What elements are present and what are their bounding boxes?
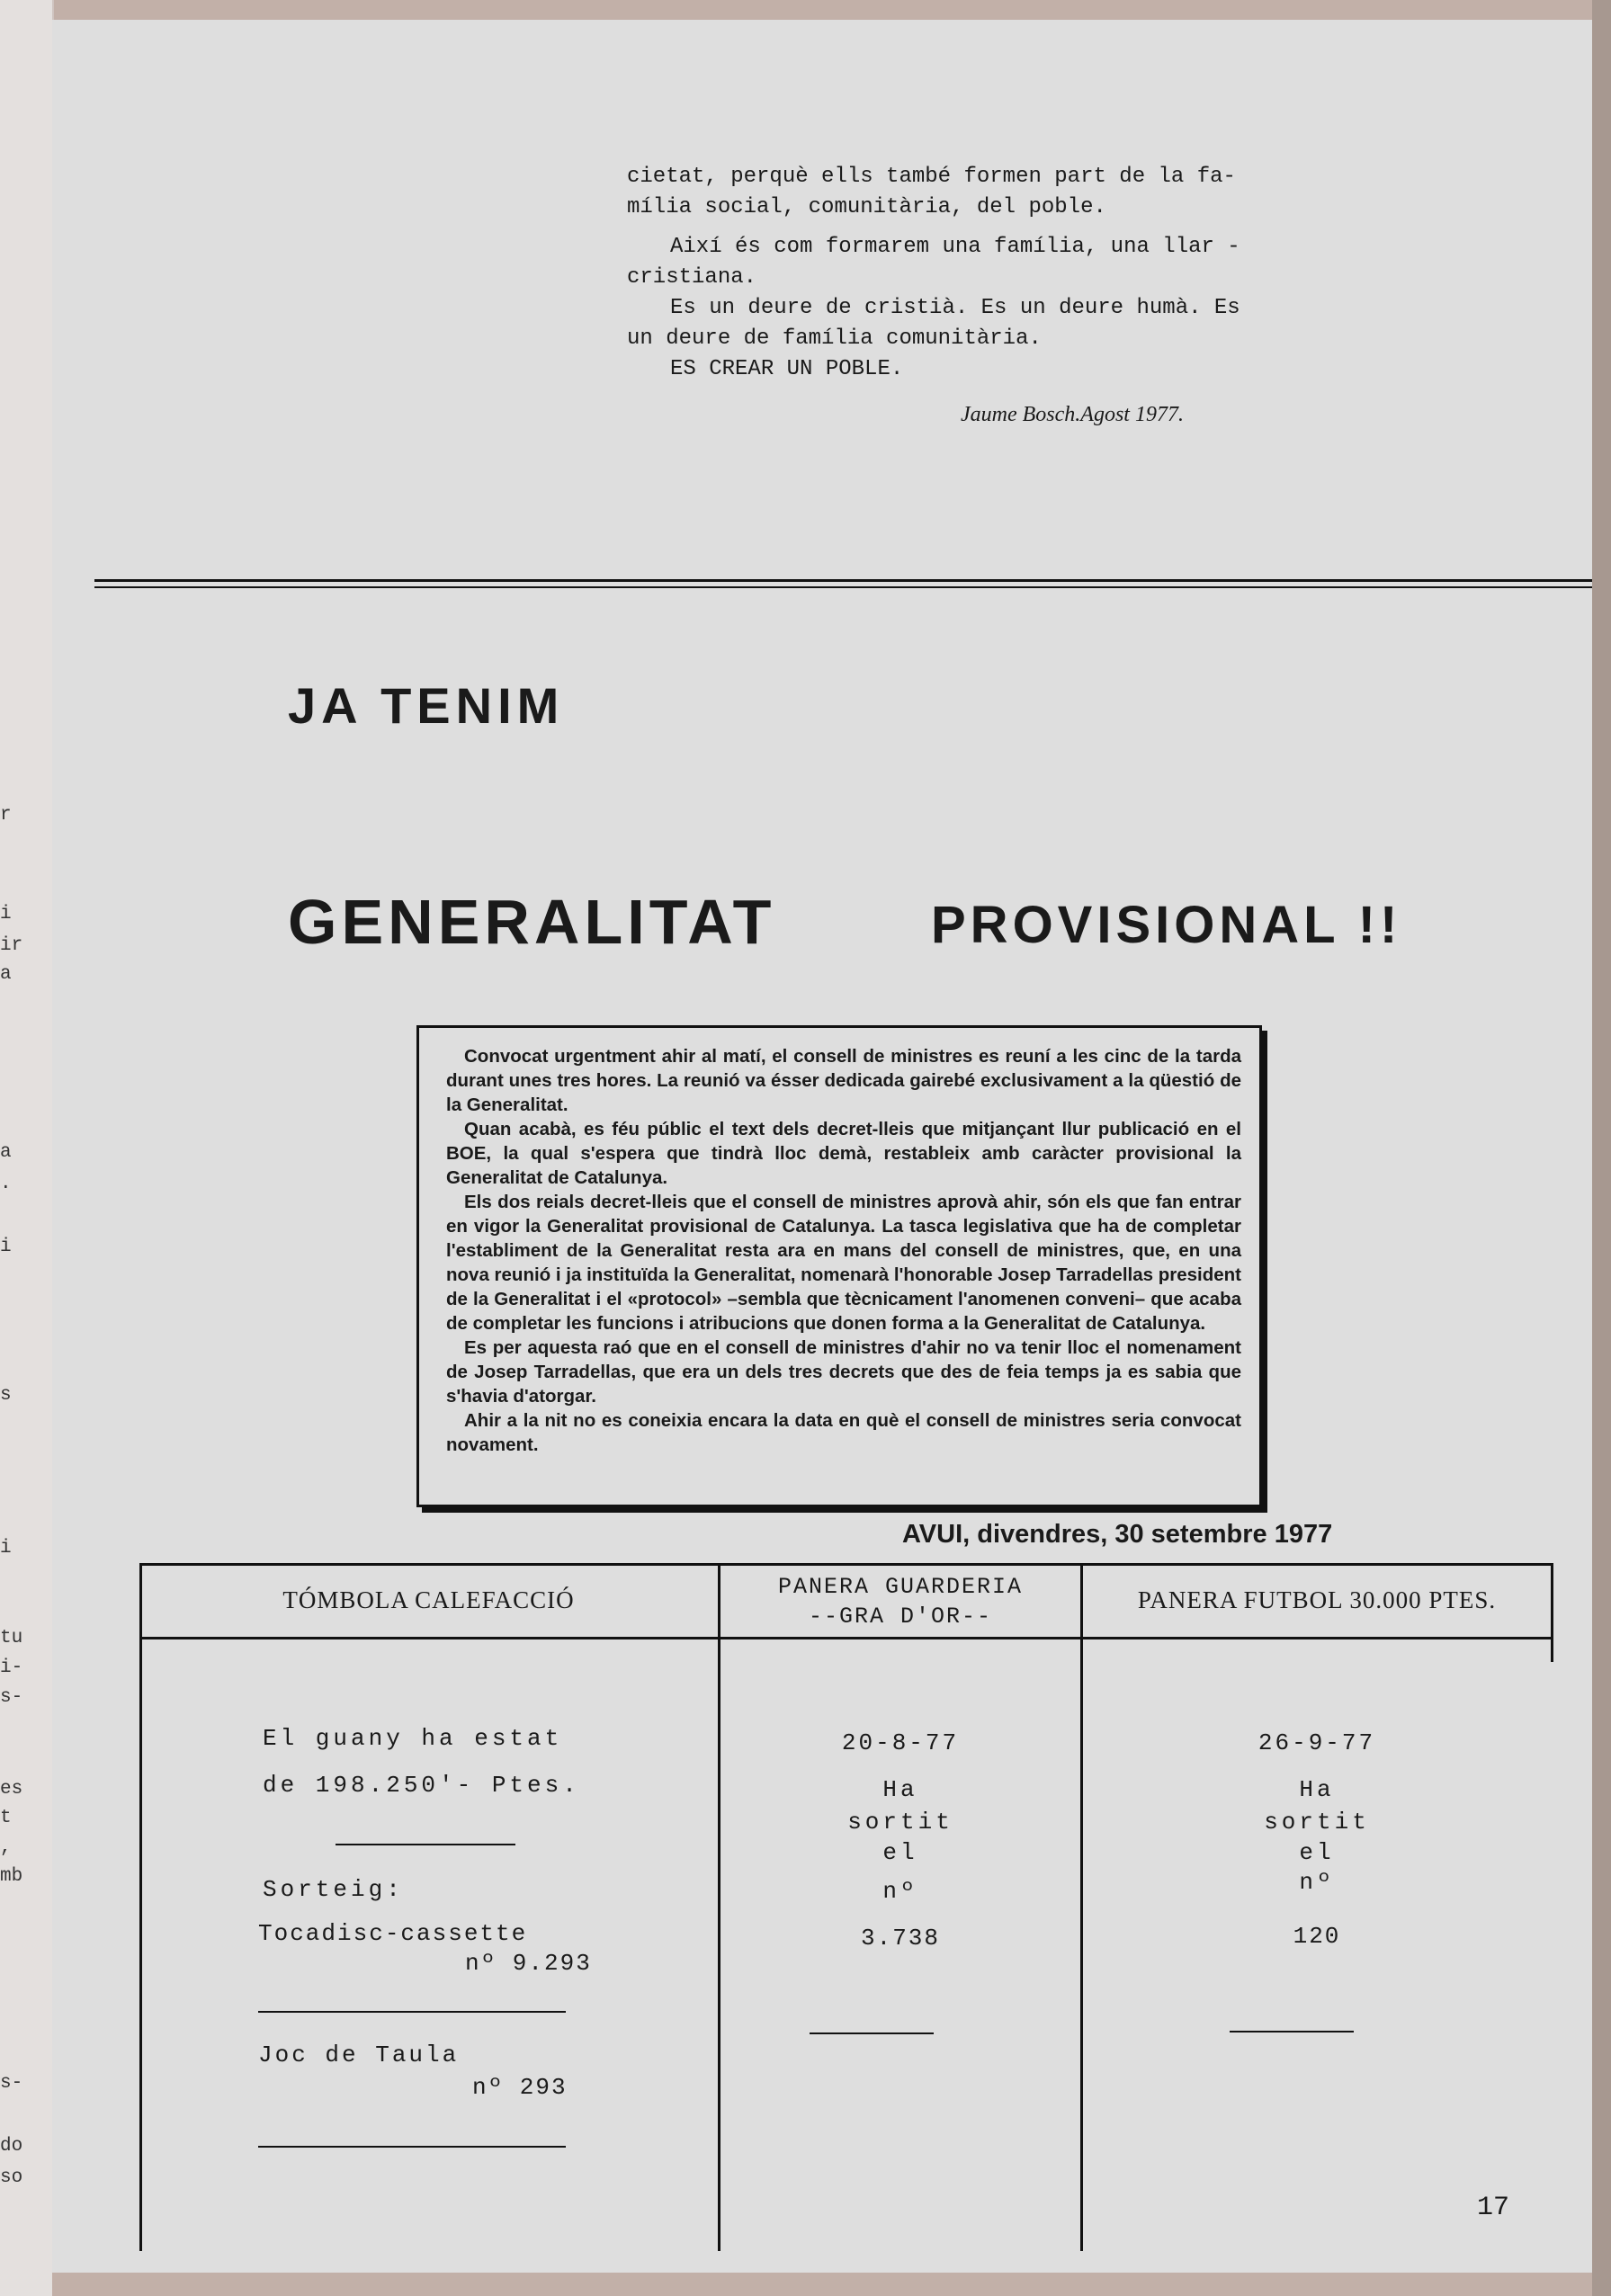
section-divider (94, 586, 1592, 588)
margin-fragment: a (0, 964, 12, 985)
sorteig-label: Sorteig: (263, 1876, 404, 1903)
page-right-edge (1592, 0, 1611, 2296)
margin-fragment: s (0, 1385, 12, 1406)
prize1-name: Tocadisc-cassette (258, 1920, 528, 1947)
table-left-border (139, 1563, 142, 2251)
col2-word: Ha (882, 1776, 918, 1803)
margin-fragment: s- (0, 1687, 23, 1708)
table-column-divider (718, 1563, 720, 2251)
news-paragraph: Els dos reials decret-lleis que el consell de ministres aprovà ahir, són els que fan entrar en vigor la Generalitat provisional de Catalunya. La tasca legislativa que ha de completar l'establiment de la Generalitat resta ara en mans del consell de ministres, que, en una nova reunió i ja instituïda la Generalitat, nomenarà l'honorable Josep Tarradellas president de la Generalitat i el «protocol» –sembla que tècnicament l'anomenen conveni– que acaba de completar les funcions i atribucions que donen forma a la Generalitat de Catalunya. (446, 1192, 1241, 1334)
col1-header: TÓMBOLA CALEFACCIÓ (282, 1586, 575, 1613)
intro-line: mília social, comunitària, del poble. (627, 195, 1106, 219)
col3-word: sortit (1264, 1809, 1370, 1836)
news-paragraph: Es per aquesta raó que en el consell de ministres d'ahir no va tenir lloc el nomenament de Josep Tarradellas, que era un dels tres decrets que des de feia temps ja es sabia que s'havia d'atorgar. (446, 1337, 1241, 1407)
news-dateline: AVUI, divendres, 30 setembre 1977 (902, 1520, 1333, 1549)
col2-word: nº (882, 1878, 918, 1905)
news-paragraph: Convocat urgentment ahir al matí, el consell de ministres es reuní a les cinc de la tarda durant unes tres hores. La reunió va ésser dedicada gairebé exclusivament a la qüestió de la Generalitat. (446, 1046, 1241, 1115)
intro-line: cietat, perquè ells també formen part de la fa- (627, 165, 1236, 189)
col3-header: PANERA FUTBOL 30.000 PTES. (1137, 1586, 1497, 1613)
margin-fragment: ir (0, 935, 23, 956)
margin-fragment: es (0, 1779, 23, 1800)
col3-word: Ha (1299, 1776, 1335, 1803)
col2-subheader: --GRA D'OR-- (808, 1604, 993, 1630)
news-box (416, 1025, 1262, 1507)
col3-winning-number: 120 (1293, 1923, 1341, 1950)
margin-fragment: s- (0, 2073, 23, 2094)
divider-rule (810, 2032, 934, 2034)
col2-word: el (882, 1839, 918, 1866)
margin-fragment: tu (0, 1628, 23, 1648)
margin-fragment: i (0, 1538, 12, 1559)
prize2-number: nº 293 (472, 2074, 568, 2101)
margin-fragment: , (0, 1837, 12, 1858)
col3-word: nº (1299, 1869, 1335, 1896)
intro-line: Es un deure de cristià. Es un deure humà. Es (670, 296, 1240, 320)
prize2-name: Joc de Taula (258, 2041, 460, 2068)
col2-date: 20-8-77 (841, 1729, 960, 1756)
intro-text (627, 162, 1347, 385)
divider-rule (258, 2146, 566, 2148)
margin-fragment: . (0, 1174, 12, 1194)
margin-fragment: so (0, 2167, 23, 2188)
page-top-edge (52, 0, 1592, 20)
headline-line2-suffix: PROVISIONAL !! (931, 896, 1402, 954)
table-top-border (139, 1563, 1553, 1566)
page-number: 17 (1477, 2193, 1510, 2223)
author-signature: Jaume Bosch.Agost 1977. (961, 403, 1184, 426)
news-paragraph: Quan acabà, es féu públic el text dels decret-lleis que mitjançant llur publicació en el BOE, la qual s'espera que tindrà lloc demà, restableix amb caràcter provisional la Generalitat de Catalunya. (446, 1119, 1241, 1188)
headline-line2: GENERALITAT (288, 887, 776, 957)
margin-fragment: mb (0, 1866, 23, 1887)
col1-line2: de 198.250'- Ptes. (263, 1772, 580, 1799)
col2-header: PANERA GUARDERIA (777, 1574, 1024, 1600)
margin-fragment: do (0, 2136, 23, 2157)
table-right-border (1551, 1563, 1553, 1662)
news-paragraph: Ahir a la nit no es coneixia encara la data en què el consell de ministres seria convocat novament. (446, 1410, 1241, 1455)
divider-rule (336, 1844, 515, 1845)
margin-fragment: i (0, 904, 12, 925)
page-bottom-edge (52, 2273, 1592, 2296)
margin-fragment: i (0, 1237, 12, 1257)
section-divider (94, 579, 1592, 582)
intro-line: un deure de família comunitària. (627, 326, 1042, 351)
raffle-results-table (139, 1563, 1553, 2251)
col3-date: 26-9-77 (1257, 1729, 1376, 1756)
intro-line: cristiana. (627, 265, 757, 290)
intro-line: Així és com formarem una família, una llar - (670, 235, 1240, 259)
divider-rule (258, 2011, 566, 2013)
table-header-border (139, 1637, 1553, 1639)
col2-winning-number: 3.738 (860, 1925, 940, 1952)
intro-line: ES CREAR UN POBLE. (670, 357, 904, 381)
margin-fragment: a (0, 1142, 12, 1163)
headline-line1: JA TENIM (288, 677, 565, 734)
prize1-number: nº 9.293 (465, 1950, 592, 1977)
margin-fragment: i- (0, 1657, 23, 1678)
col3-word: el (1299, 1839, 1335, 1866)
left-margin-strip (0, 0, 54, 2296)
divider-rule (1230, 2031, 1354, 2032)
table-column-divider (1080, 1563, 1083, 2251)
margin-fragment: r (0, 805, 12, 826)
margin-fragment: t (0, 1808, 12, 1828)
col2-word: sortit (847, 1809, 953, 1836)
col1-line1: El guany ha estat (263, 1725, 563, 1752)
